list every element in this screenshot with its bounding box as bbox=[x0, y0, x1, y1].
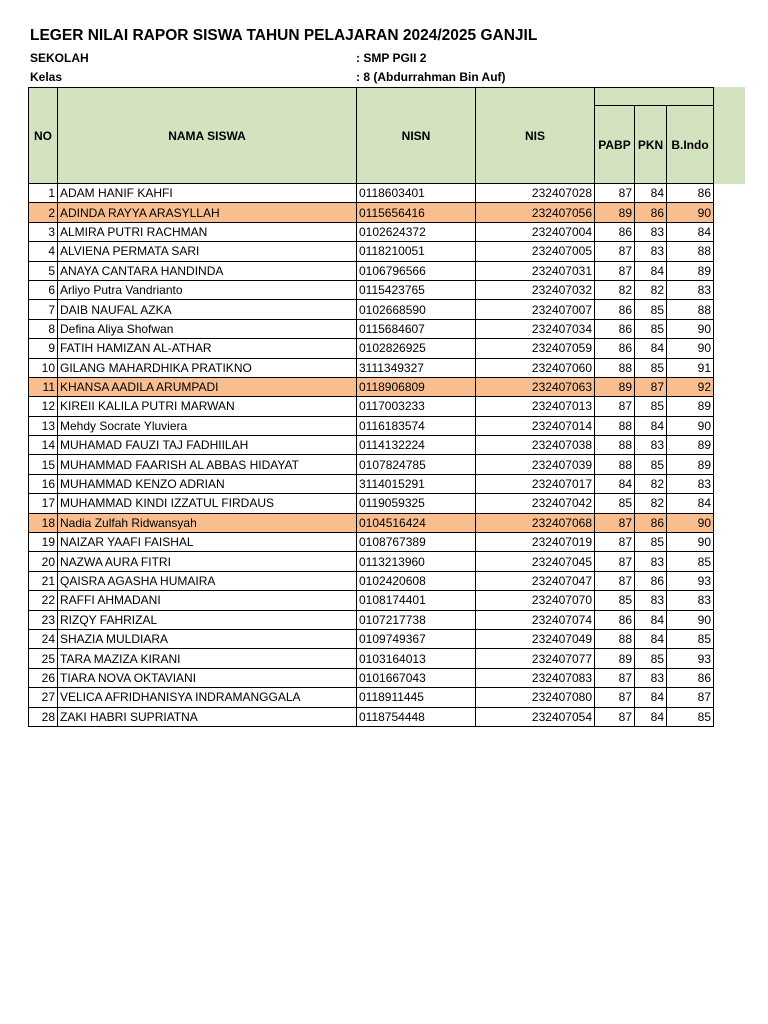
cell-pkn: 83 bbox=[635, 436, 667, 455]
col-header-nis: NIS bbox=[476, 88, 595, 184]
col-header-nama: NAMA SISWA bbox=[58, 88, 357, 184]
cell-nis: 232407017 bbox=[476, 474, 595, 493]
cell-bindo: 92 bbox=[667, 377, 714, 396]
cell-no: 9 bbox=[29, 339, 58, 358]
cell-pabp: 87 bbox=[595, 533, 635, 552]
cell-nis: 232407007 bbox=[476, 300, 595, 319]
cell-no: 12 bbox=[29, 397, 58, 416]
cell-nama: TARA MAZIZA KIRANI bbox=[58, 649, 357, 668]
cell-pkn: 84 bbox=[635, 707, 667, 726]
page-title: LEGER NILAI RAPOR SISWA TAHUN PELAJARAN 2024/2025 GANJIL bbox=[30, 27, 538, 44]
cell-pkn: 85 bbox=[635, 455, 667, 474]
cell-pkn: 85 bbox=[635, 358, 667, 377]
kelas-label: Kelas bbox=[30, 70, 63, 84]
table-row bbox=[29, 184, 714, 203]
cell-bindo: 90 bbox=[667, 339, 714, 358]
cell-nama: RIZQY FAHRIZAL bbox=[58, 610, 357, 629]
cell-nama: MUHAMMAD KINDI IZZATUL FIRDAUS bbox=[58, 494, 357, 513]
cell-pabp: 87 bbox=[595, 242, 635, 261]
cell-nama: ANAYA CANTARA HANDINDA bbox=[58, 261, 357, 280]
cell-pabp: 86 bbox=[595, 222, 635, 241]
table-row bbox=[29, 319, 714, 338]
cell-bindo: 88 bbox=[667, 242, 714, 261]
cell-pabp: 86 bbox=[595, 339, 635, 358]
cell-nis: 232407054 bbox=[476, 707, 595, 726]
cell-pkn: 83 bbox=[635, 222, 667, 241]
cell-bindo: 89 bbox=[667, 261, 714, 280]
table-row bbox=[29, 339, 714, 358]
cell-bindo: 85 bbox=[667, 552, 714, 571]
table-row bbox=[29, 300, 714, 319]
cell-nis: 232407038 bbox=[476, 436, 595, 455]
cell-nis: 232407004 bbox=[476, 222, 595, 241]
col-header-nisn: NISN bbox=[357, 88, 476, 184]
sekolah-label: SEKOLAH bbox=[30, 51, 89, 65]
cell-pkn: 84 bbox=[635, 610, 667, 629]
cell-pkn: 84 bbox=[635, 629, 667, 648]
cell-pkn: 83 bbox=[635, 242, 667, 261]
cell-nama: MUHAMMAD KENZO ADRIAN bbox=[58, 474, 357, 493]
cell-no: 13 bbox=[29, 416, 58, 435]
cell-nama: VELICA AFRIDHANISYA INDRAMANGGALA bbox=[58, 688, 357, 707]
cell-bindo: 84 bbox=[667, 494, 714, 513]
cell-nis: 232407032 bbox=[476, 280, 595, 299]
cell-nisn: 0118603401 bbox=[357, 184, 476, 203]
cell-bindo: 83 bbox=[667, 591, 714, 610]
cell-nisn: 0119059325 bbox=[357, 494, 476, 513]
cell-no: 14 bbox=[29, 436, 58, 455]
cell-nama: GILANG MAHARDHIKA PRATIKNO bbox=[58, 358, 357, 377]
cell-no: 3 bbox=[29, 222, 58, 241]
cell-nisn: 0101667043 bbox=[357, 668, 476, 687]
col-header-pkn: PKN bbox=[635, 106, 667, 184]
table-row bbox=[29, 571, 714, 590]
cell-nisn: 0102826925 bbox=[357, 339, 476, 358]
cell-nama: Nadia Zulfah Ridwansyah bbox=[58, 513, 357, 532]
table-row bbox=[29, 707, 714, 726]
cell-pkn: 86 bbox=[635, 203, 667, 222]
table-row bbox=[29, 610, 714, 629]
cell-pabp: 88 bbox=[595, 455, 635, 474]
cell-nama: MUHAMAD FAUZI TAJ FADHIILAH bbox=[58, 436, 357, 455]
cell-pabp: 85 bbox=[595, 591, 635, 610]
cell-nis: 232407060 bbox=[476, 358, 595, 377]
table-row bbox=[29, 455, 714, 474]
cell-nisn: 0115423765 bbox=[357, 280, 476, 299]
cell-nama: NAIZAR YAAFI FAISHAL bbox=[58, 533, 357, 552]
cell-pkn: 85 bbox=[635, 397, 667, 416]
cell-no: 26 bbox=[29, 668, 58, 687]
cell-bindo: 87 bbox=[667, 688, 714, 707]
col-header-group bbox=[595, 88, 714, 106]
cell-nisn: 0115684607 bbox=[357, 319, 476, 338]
table-row bbox=[29, 222, 714, 241]
header-fill-extension bbox=[713, 87, 745, 184]
cell-nisn: 0107824785 bbox=[357, 455, 476, 474]
table-row bbox=[29, 261, 714, 280]
cell-nisn: 0117003233 bbox=[357, 397, 476, 416]
cell-nama: KIREII KALILA PUTRI MARWAN bbox=[58, 397, 357, 416]
table-row bbox=[29, 668, 714, 687]
cell-pkn: 84 bbox=[635, 688, 667, 707]
cell-pabp: 88 bbox=[595, 436, 635, 455]
cell-pkn: 83 bbox=[635, 668, 667, 687]
cell-pabp: 88 bbox=[595, 358, 635, 377]
cell-nisn: 0114132224 bbox=[357, 436, 476, 455]
cell-pkn: 84 bbox=[635, 339, 667, 358]
cell-bindo: 93 bbox=[667, 649, 714, 668]
table-row bbox=[29, 649, 714, 668]
cell-nama: NAZWA AURA FITRI bbox=[58, 552, 357, 571]
cell-no: 19 bbox=[29, 533, 58, 552]
cell-pabp: 87 bbox=[595, 571, 635, 590]
cell-bindo: 89 bbox=[667, 455, 714, 474]
cell-no: 11 bbox=[29, 377, 58, 396]
table-row bbox=[29, 629, 714, 648]
cell-no: 18 bbox=[29, 513, 58, 532]
cell-nisn: 0109749367 bbox=[357, 629, 476, 648]
table-row bbox=[29, 591, 714, 610]
cell-nis: 232407045 bbox=[476, 552, 595, 571]
cell-pkn: 84 bbox=[635, 184, 667, 203]
cell-nisn: 0102668590 bbox=[357, 300, 476, 319]
cell-no: 5 bbox=[29, 261, 58, 280]
cell-pabp: 87 bbox=[595, 688, 635, 707]
cell-nis: 232407059 bbox=[476, 339, 595, 358]
cell-bindo: 88 bbox=[667, 300, 714, 319]
cell-bindo: 90 bbox=[667, 513, 714, 532]
cell-pabp: 88 bbox=[595, 416, 635, 435]
cell-nis: 232407056 bbox=[476, 203, 595, 222]
cell-no: 8 bbox=[29, 319, 58, 338]
cell-nis: 232407074 bbox=[476, 610, 595, 629]
cell-nisn: 0115656416 bbox=[357, 203, 476, 222]
col-header-bindo: B.Indo bbox=[667, 106, 714, 184]
table-row bbox=[29, 533, 714, 552]
cell-bindo: 91 bbox=[667, 358, 714, 377]
cell-nama: ZAKI HABRI SUPRIATNA bbox=[58, 707, 357, 726]
cell-no: 2 bbox=[29, 203, 58, 222]
cell-nisn: 0102420608 bbox=[357, 571, 476, 590]
table-body bbox=[29, 184, 714, 727]
cell-no: 17 bbox=[29, 494, 58, 513]
cell-nama: Arliyo Putra Vandrianto bbox=[58, 280, 357, 299]
cell-bindo: 85 bbox=[667, 629, 714, 648]
cell-pabp: 89 bbox=[595, 377, 635, 396]
cell-nama: ALVIENA PERMATA SARI bbox=[58, 242, 357, 261]
cell-nisn: 0118210051 bbox=[357, 242, 476, 261]
cell-nisn: 0106796566 bbox=[357, 261, 476, 280]
cell-no: 7 bbox=[29, 300, 58, 319]
cell-pabp: 87 bbox=[595, 261, 635, 280]
cell-no: 15 bbox=[29, 455, 58, 474]
table-row bbox=[29, 552, 714, 571]
cell-pabp: 86 bbox=[595, 319, 635, 338]
cell-nisn: 0102624372 bbox=[357, 222, 476, 241]
cell-pkn: 82 bbox=[635, 474, 667, 493]
table-row bbox=[29, 474, 714, 493]
cell-nama: DAIB NAUFAL AZKA bbox=[58, 300, 357, 319]
cell-no: 23 bbox=[29, 610, 58, 629]
cell-nama: TIARA NOVA OKTAVIANI bbox=[58, 668, 357, 687]
cell-nama: Defina Aliya Shofwan bbox=[58, 319, 357, 338]
cell-pabp: 82 bbox=[595, 280, 635, 299]
cell-pkn: 85 bbox=[635, 319, 667, 338]
cell-bindo: 90 bbox=[667, 203, 714, 222]
cell-no: 22 bbox=[29, 591, 58, 610]
cell-pabp: 87 bbox=[595, 707, 635, 726]
cell-nisn: 0118911445 bbox=[357, 688, 476, 707]
cell-pkn: 87 bbox=[635, 377, 667, 396]
table-row bbox=[29, 513, 714, 532]
cell-bindo: 86 bbox=[667, 184, 714, 203]
cell-bindo: 89 bbox=[667, 436, 714, 455]
cell-nisn: 3114015291 bbox=[357, 474, 476, 493]
cell-nisn: 0118906809 bbox=[357, 377, 476, 396]
cell-pkn: 82 bbox=[635, 494, 667, 513]
table-row bbox=[29, 397, 714, 416]
cell-no: 27 bbox=[29, 688, 58, 707]
cell-pabp: 89 bbox=[595, 649, 635, 668]
cell-pabp: 87 bbox=[595, 552, 635, 571]
cell-bindo: 83 bbox=[667, 280, 714, 299]
cell-bindo: 90 bbox=[667, 319, 714, 338]
cell-nama: RAFFI AHMADANI bbox=[58, 591, 357, 610]
cell-no: 25 bbox=[29, 649, 58, 668]
table-row bbox=[29, 358, 714, 377]
cell-nis: 232407019 bbox=[476, 533, 595, 552]
cell-pabp: 86 bbox=[595, 610, 635, 629]
cell-nis: 232407028 bbox=[476, 184, 595, 203]
cell-nis: 232407005 bbox=[476, 242, 595, 261]
cell-nama: ADAM HANIF KAHFI bbox=[58, 184, 357, 203]
cell-pabp: 85 bbox=[595, 494, 635, 513]
cell-bindo: 85 bbox=[667, 707, 714, 726]
cell-nis: 232407077 bbox=[476, 649, 595, 668]
sekolah-value: : SMP PGII 2 bbox=[356, 51, 427, 65]
cell-pkn: 85 bbox=[635, 300, 667, 319]
cell-nis: 232407014 bbox=[476, 416, 595, 435]
cell-nisn: 0104516424 bbox=[357, 513, 476, 532]
table-row bbox=[29, 280, 714, 299]
cell-no: 24 bbox=[29, 629, 58, 648]
table-row bbox=[29, 377, 714, 396]
cell-nis: 232407031 bbox=[476, 261, 595, 280]
cell-bindo: 90 bbox=[667, 416, 714, 435]
table-row bbox=[29, 436, 714, 455]
cell-pkn: 84 bbox=[635, 416, 667, 435]
table-row bbox=[29, 416, 714, 435]
cell-nama: QAISRA AGASHA HUMAIRA bbox=[58, 571, 357, 590]
cell-nis: 232407039 bbox=[476, 455, 595, 474]
cell-nama: ALMIRA PUTRI RACHMAN bbox=[58, 222, 357, 241]
cell-nis: 232407034 bbox=[476, 319, 595, 338]
cell-bindo: 86 bbox=[667, 668, 714, 687]
table-row bbox=[29, 494, 714, 513]
cell-nis: 232407047 bbox=[476, 571, 595, 590]
cell-nisn: 0108174401 bbox=[357, 591, 476, 610]
sekolah-row bbox=[30, 51, 427, 65]
cell-no: 6 bbox=[29, 280, 58, 299]
cell-pkn: 82 bbox=[635, 280, 667, 299]
cell-nama: SHAZIA MULDIARA bbox=[58, 629, 357, 648]
cell-pabp: 86 bbox=[595, 300, 635, 319]
cell-nisn: 0108767389 bbox=[357, 533, 476, 552]
kelas-row bbox=[30, 70, 506, 84]
cell-nis: 232407080 bbox=[476, 688, 595, 707]
cell-pkn: 84 bbox=[635, 261, 667, 280]
cell-bindo: 93 bbox=[667, 571, 714, 590]
cell-nis: 232407068 bbox=[476, 513, 595, 532]
kelas-value: : 8 (Abdurrahman Bin Auf) bbox=[356, 70, 506, 84]
cell-bindo: 90 bbox=[667, 533, 714, 552]
cell-no: 21 bbox=[29, 571, 58, 590]
cell-pkn: 83 bbox=[635, 552, 667, 571]
cell-nama: ADINDA RAYYA ARASYLLAH bbox=[58, 203, 357, 222]
cell-pabp: 89 bbox=[595, 203, 635, 222]
cell-nisn: 0118754448 bbox=[357, 707, 476, 726]
cell-nis: 232407042 bbox=[476, 494, 595, 513]
cell-bindo: 90 bbox=[667, 610, 714, 629]
cell-bindo: 89 bbox=[667, 397, 714, 416]
cell-nis: 232407013 bbox=[476, 397, 595, 416]
cell-nis: 232407049 bbox=[476, 629, 595, 648]
cell-pabp: 87 bbox=[595, 513, 635, 532]
cell-nis: 232407083 bbox=[476, 668, 595, 687]
cell-no: 1 bbox=[29, 184, 58, 203]
cell-bindo: 84 bbox=[667, 222, 714, 241]
col-header-no: NO bbox=[29, 88, 58, 184]
cell-no: 16 bbox=[29, 474, 58, 493]
cell-bindo: 83 bbox=[667, 474, 714, 493]
cell-nama: FATIH HAMIZAN AL-ATHAR bbox=[58, 339, 357, 358]
cell-pkn: 86 bbox=[635, 513, 667, 532]
cell-no: 4 bbox=[29, 242, 58, 261]
cell-nisn: 0103164013 bbox=[357, 649, 476, 668]
cell-nisn: 3111349327 bbox=[357, 358, 476, 377]
cell-nis: 232407070 bbox=[476, 591, 595, 610]
table-row bbox=[29, 242, 714, 261]
cell-pkn: 85 bbox=[635, 649, 667, 668]
cell-pkn: 85 bbox=[635, 533, 667, 552]
cell-pabp: 84 bbox=[595, 474, 635, 493]
cell-no: 28 bbox=[29, 707, 58, 726]
cell-nis: 232407063 bbox=[476, 377, 595, 396]
cell-nama: KHANSA AADILA ARUMPADI bbox=[58, 377, 357, 396]
cell-pabp: 87 bbox=[595, 184, 635, 203]
cell-no: 10 bbox=[29, 358, 58, 377]
cell-nisn: 0107217738 bbox=[357, 610, 476, 629]
cell-pabp: 87 bbox=[595, 397, 635, 416]
cell-pabp: 87 bbox=[595, 668, 635, 687]
grades-table bbox=[28, 87, 714, 727]
cell-pkn: 86 bbox=[635, 571, 667, 590]
table-row bbox=[29, 203, 714, 222]
cell-nama: MUHAMMAD FAARISH AL ABBAS HIDAYAT bbox=[58, 455, 357, 474]
cell-pabp: 88 bbox=[595, 629, 635, 648]
cell-pkn: 83 bbox=[635, 591, 667, 610]
cell-nama: Mehdy Socrate Yluviera bbox=[58, 416, 357, 435]
col-header-pabp: PABP bbox=[595, 106, 635, 184]
cell-nisn: 0116183574 bbox=[357, 416, 476, 435]
cell-no: 20 bbox=[29, 552, 58, 571]
table-row bbox=[29, 688, 714, 707]
cell-nisn: 0113213960 bbox=[357, 552, 476, 571]
